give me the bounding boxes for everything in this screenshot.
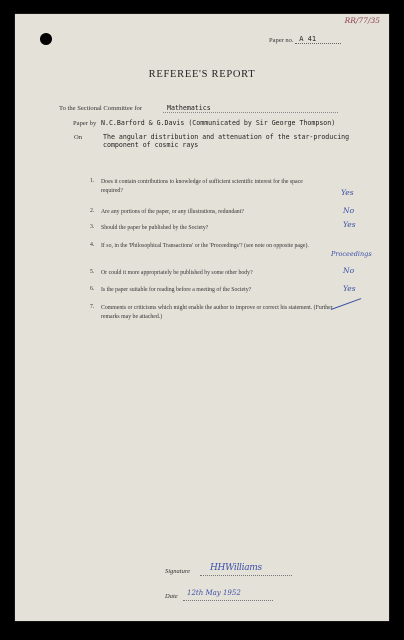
date-dotted-line (183, 600, 273, 601)
question-2-number: 2. (90, 208, 95, 214)
question-6-answer: Yes (343, 284, 356, 293)
paper-number-field (269, 35, 341, 44)
on-value: The angular distribution and attenuation of the star-producing component of cosmic rays (103, 133, 350, 149)
question-5-text: Or could it more appropriately be published by some other body? (101, 270, 253, 276)
question-3-number: 3. (90, 224, 95, 230)
committee-value: Mathematics (167, 104, 211, 112)
reference-number: RR/77/35 (344, 16, 380, 25)
question-4-text: If so, in the 'Philosophical Transactions' or the 'Proceedings'? (see note on opposite page). (101, 243, 309, 249)
question-5-number: 5. (90, 269, 95, 275)
question-1-text: Does it contain contributions to knowledge of sufficient scientific interest for the space required? (101, 179, 303, 194)
question-4-number: 4. (90, 242, 95, 248)
question-2-text: Are any portions of the paper, or any illustrations, redundant? (101, 209, 244, 215)
signature-dotted-line (200, 575, 292, 576)
date-label: Date (165, 593, 178, 600)
question-2-answer: No (343, 206, 355, 215)
signature-value: HHWilliams (210, 563, 262, 573)
report-title: REFEREE'S REPORT (148, 69, 256, 80)
question-1-number: 1. (90, 178, 95, 184)
question-5-answer: No (343, 266, 355, 275)
signature-label: Signature (165, 568, 191, 575)
referee-report-sheet (15, 14, 389, 621)
question-3-answer: Yes (343, 220, 356, 229)
paper-by-label: Paper by (73, 120, 97, 127)
question-7-number: 7. (90, 304, 95, 310)
paper-number-label: Paper no. (269, 37, 294, 44)
question-6-text: Is the paper suitable for reading before a meeting of the Society? (101, 287, 252, 293)
paper-by-value: N.C.Barford & G.Davis (Communicated by Sir George Thompson) (101, 119, 336, 127)
punch-hole (40, 33, 52, 45)
committee-dotted-line (163, 112, 338, 113)
question-1-answer: Yes (341, 188, 354, 197)
question-3-text: Should the paper be published by the Society? (101, 225, 209, 231)
paper-number-value: A 41 (299, 35, 317, 43)
question-7-text: Comments or criticisms which might enable the author to improve or correct his statement. (Further remarks may be attached.) (101, 305, 333, 320)
committee-label: To the Sectional Committee for (59, 105, 143, 112)
on-label: On (74, 134, 83, 141)
date-value: 12th May 1952 (187, 589, 241, 597)
question-4-answer: Proceedings (331, 250, 372, 258)
question-6-number: 6. (90, 286, 95, 292)
